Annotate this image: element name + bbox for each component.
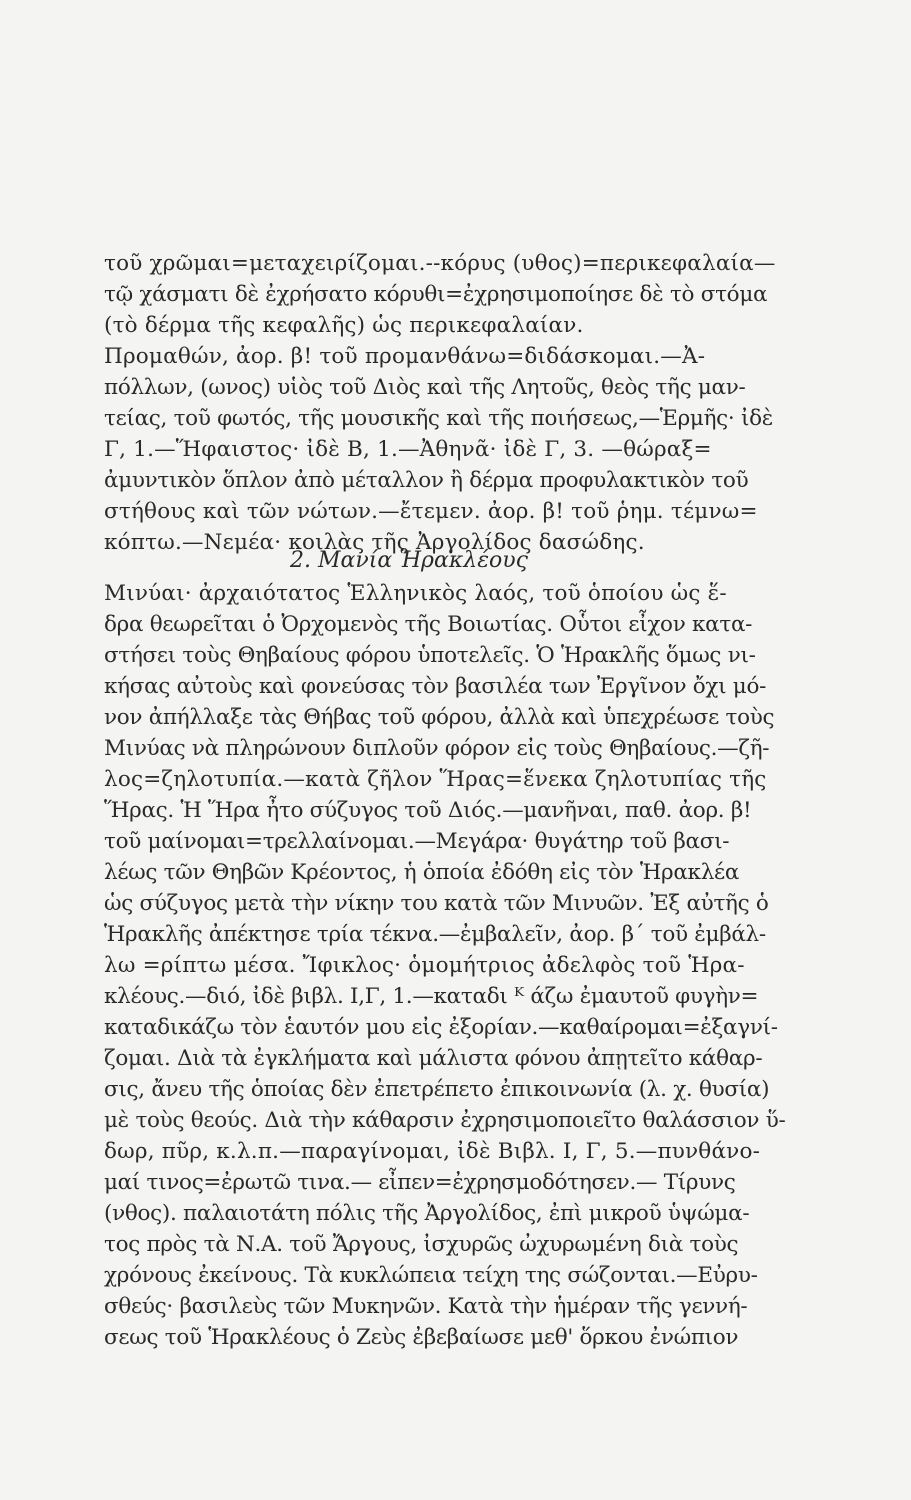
- text-line: τοῦ μαίνομαι=τρελλαίνομαι.—Μεγάρα· θυγάτηρ τοῦ βασι-: [104, 829, 730, 854]
- text-line: ἀμυντικὸν ὅπλον ἀπὸ μέταλλον ἢ δέρμα προφυλακτικὸν τοῦ: [104, 468, 749, 493]
- text-line: χρόνους ἐκείνους. Τὰ κυκλώπεια τείχη της σώζονται.—Εὐρυ-: [104, 1263, 758, 1288]
- text-line: μαί τινος=ἐρωτῶ τινα.— εἶπεν=ἐχρησμοδότησεν.— Τίρυνς: [104, 1170, 736, 1195]
- text-line: στήσει τοὺς Θηβαίους φόρου ὑποτελεῖς. Ὁ Ἡρακλῆς ὅμως νι-: [104, 643, 756, 668]
- text-line: δωρ, πῦρ, κ.λ.π.—παραγίνομαι, ἰδὲ Βιβλ. Ι, Γ, 5.—πυνθάνο-: [104, 1139, 761, 1164]
- text-line: τος πρὸς τὰ Ν.Α. τοῦ Ἄργους, ἰσχυρῶς ὠχυρωμένη διὰ τοὺς: [104, 1232, 739, 1257]
- text-line: τοῦ χρῶμαι=μεταχειρίζομαι.--κόρυς (υθος)=περικεφαλαία—: [104, 251, 776, 276]
- text-line: ζομαι. Διὰ τὰ ἐγκλήματα καὶ μάλιστα φόνου ἀπῃτεῖτο κάθαρ-: [104, 1046, 763, 1071]
- text-line: καταδικάζω τὸν ἑαυτόν μου εἰς ἐξορίαν.—καθαίρομαι=ἐξαγνί-: [104, 1015, 778, 1040]
- text-line: ὡς σύζυγος μετὰ τὴν νίκην του κατὰ τῶν Μινυῶν. Ἐξ αὐτῆς ὁ: [104, 891, 769, 916]
- section-heading: 2. Μανία Ἡρακλέους: [290, 548, 528, 573]
- text-line: στήθους καὶ τῶν νώτων.—ἔτεμεν. ἀορ. β! τοῦ ῥημ. τέμνω=: [104, 499, 758, 524]
- text-line: (νθος). παλαιοτάτη πόλις τῆς Ἀργολίδος, ἐπὶ μικροῦ ὑψώμα-: [104, 1201, 750, 1226]
- text-line: Μινύας νὰ πληρώνουν διπλοῦν φόρον εἰς τοὺς Θηβαίους.—ζῆ-: [104, 736, 770, 761]
- glossary-paragraph-1: [104, 248, 776, 558]
- text-line: κόπτω.—Νεμέα· κοιλὰς τῆς Ἀργολίδος δασώδης.: [104, 530, 645, 555]
- text-line: τῷ χάσματι δὲ ἐχρήσατο κόρυθι=ἐχρησιμοποίησε δὲ τὸ στόμα: [104, 282, 768, 307]
- text-line: κλέους.—διό, ἰδὲ βιβλ. Ι,Γ, 1.—καταδι ᴷ άζω ἐμαυτοῦ φυγὴν=: [104, 984, 759, 1009]
- glossary-paragraph-2: [104, 578, 786, 1353]
- text-line: μὲ τοὺς θεούς. Διὰ τὴν κάθαρσιν ἐχρησιμοποιεῖτο θαλάσσιον ὕ-: [104, 1108, 786, 1133]
- text-line: σεως τοῦ Ἡρακλέους ὁ Ζεὺς ἐβεβαίωσε μεθ' ὅρκου ἐνώπιον: [104, 1325, 739, 1350]
- text-line: (τὸ δέρμα τῆς κεφαλῆς) ὡς περικεφαλαίαν.: [104, 313, 584, 338]
- text-line: λω =ρίπτω μέσα. Ἴφικλος· ὁμομήτριος ἀδελφὸς τοῦ Ἡρα-: [104, 953, 745, 978]
- text-line: λος=ζηλοτυπία.—κατὰ ζῆλον Ἥρας=ἕνεκα ζηλοτυπίας τῆς: [104, 767, 767, 792]
- text-line: λέως τῶν Θηβῶν Κρέοντος, ἡ ὁποία ἐδόθη εἰς τὸν Ἡρακλέα: [104, 860, 740, 885]
- text-line: Προμαθών, ἀορ. β! τοῦ προμανθάνω=διδάσκομαι.—Ἀ-: [104, 344, 706, 369]
- text-line: Ἡρακλῆς ἀπέκτησε τρία τέκνα.—ἐμβαλεῖν, ἀορ. β΄ τοῦ ἐμβάλ-: [104, 922, 766, 947]
- text-line: σθεύς· βασιλεὺς τῶν Μυκηνῶν. Κατὰ τὴν ἡμέραν τῆς γεννή-: [104, 1294, 748, 1319]
- text-line: τείας, τοῦ φωτός, τῆς μουσικῆς καὶ τῆς ποιήσεως,—Ἑρμῆς· ἰδὲ: [104, 406, 773, 431]
- text-line: πόλλων, (ωνος) υἱὸς τοῦ Διὸς καὶ τῆς Λητοῦς, θεὸς τῆς μαν-: [104, 375, 746, 400]
- text-line: δρα θεωρεῖται ὁ Ὀρχομενὸς τῆς Βοιωτίας. Οὗτοι εἶχον κατα-: [104, 612, 753, 637]
- text-line: κήσας αὐτοὺς καὶ φονεύσας τὸν βασιλέα των Ἐργῖνον ὄχι μό-: [104, 674, 767, 699]
- text-line: νον ἀπήλλαξε τὰς Θήβας τοῦ φόρου, ἀλλὰ καὶ ὑπεχρέωσε τοὺς: [104, 705, 775, 730]
- text-line: Μινύαι· ἀρχαιότατος Ἑλληνικὸς λαός, τοῦ ὁποίου ὡς ἕ-: [104, 581, 727, 606]
- text-line: Γ, 1.—Ἥφαιστος· ἰδὲ Β, 1.—Ἀθηνᾶ· ἰδὲ Γ, 3. —θώραξ=: [104, 437, 712, 462]
- text-line: Ἥρας. Ἡ Ἥρα ἦτο σύζυγος τοῦ Διός.—μανῆναι, παθ. ἀορ. β!: [104, 798, 752, 823]
- text-line: σις, ἄνευ τῆς ὁποίας δὲν ἐπετρέπετο ἐπικοινωνία (λ. χ. θυσία): [104, 1077, 770, 1102]
